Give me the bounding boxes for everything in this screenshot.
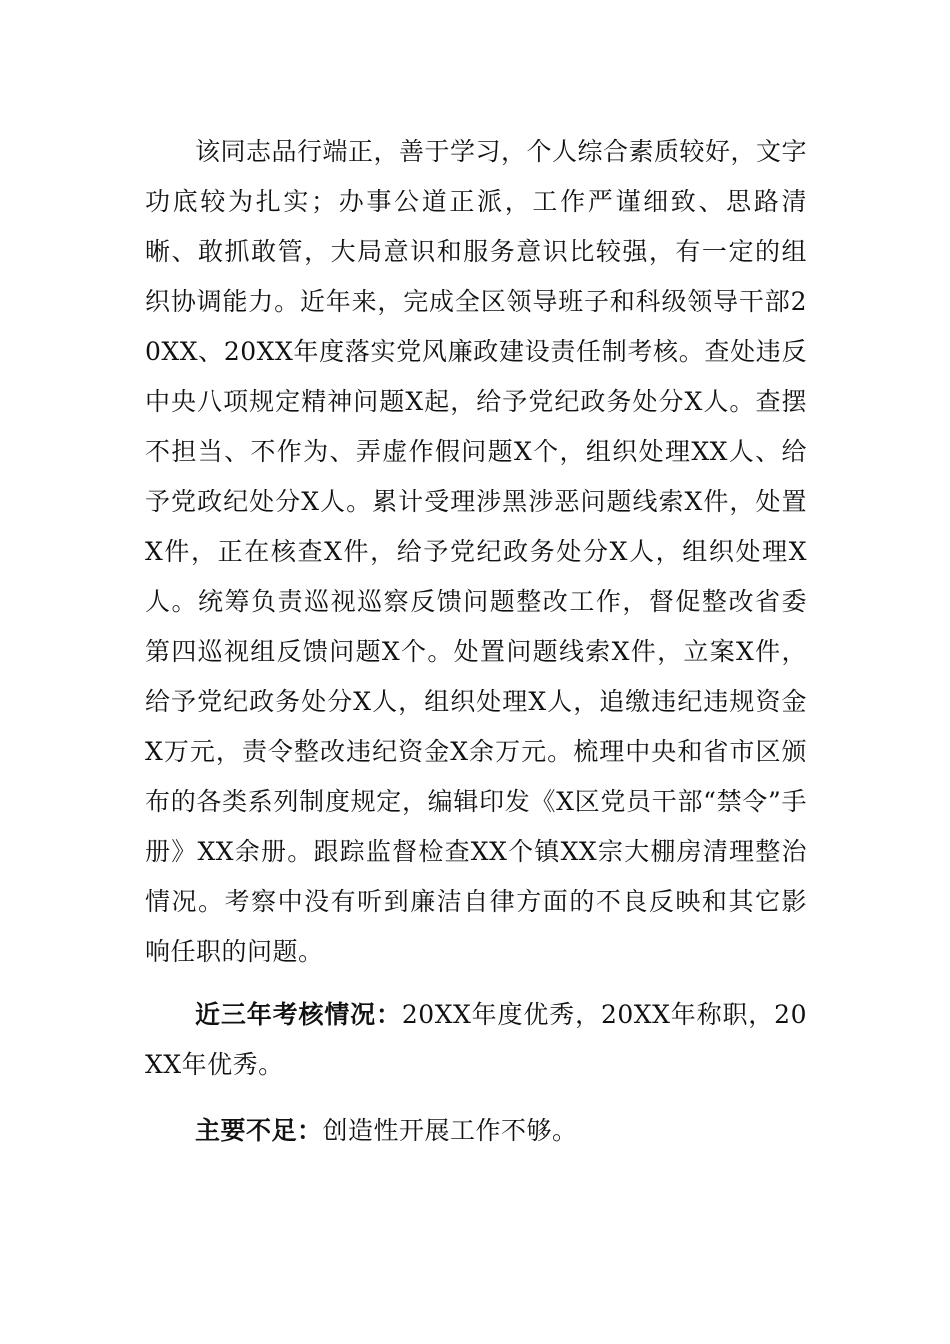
assessment-paragraph bbox=[145, 990, 807, 1090]
shortcomings-paragraph bbox=[145, 1106, 807, 1156]
evaluation-paragraph bbox=[145, 127, 807, 977]
shortcomings-label: 主要不足： bbox=[195, 1116, 323, 1145]
assessment-label: 近三年考核情况： bbox=[195, 1000, 402, 1029]
evaluation-text: 该同志品行端正，善于学习，个人综合素质较好，文字功底较为扎实；办事公道正派，工作严谨细致、思路清晰、敢抓敢管，大局意识和服务意识比较强，有一定的组织协调能力。近年来，完成全区领导班子和科级领导干部20XX、20XX年度落实党风廉政建设责任制考核。查处违反中央八项规定精神问题X起，给予党纪政务处分X人。查摆不担当、不作为、弄虚作假问题X个，组织处理XX人、给予党政纪处分X人。累计受理涉黑涉恶问题线索X件，处置X件，正在核查X件，给予党纪政务处分X人，组织处理X人。统筹负责巡视巡察反馈问题整改工作，督促整改省委第四巡视组反馈问题X个。处置问题线索X件，立案X件，给予党纪政务处分X人，组织处理X人，追缴违纪违规资金X万元，责令整改违纪资金X余万元。梳理中央和省市区颁布的各类系列制度规定，编辑印发《X区党员干部“禁令”手册》XX余册。跟踪监督检查XX个镇XX宗大棚房清理整治情况。考察中没有听到廉洁自律方面的不良反映和其它影响任职的问题。 bbox=[145, 137, 808, 966]
document-body bbox=[145, 127, 807, 1156]
shortcomings-text: 创造性开展工作不够。 bbox=[322, 1116, 578, 1145]
assessment-text: 20XX年度优秀，20XX年称职，20XX年优秀。 bbox=[145, 1000, 807, 1079]
